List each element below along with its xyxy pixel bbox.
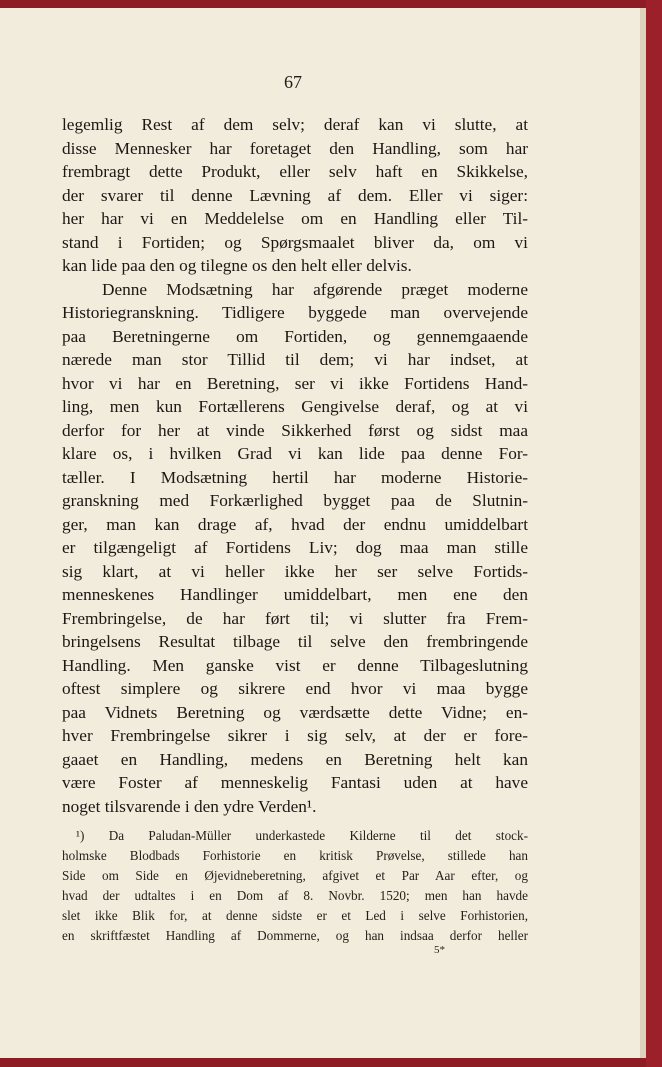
- body-line: bringelsens Resultat tilbage til selve den frembringende: [62, 632, 528, 651]
- body-line: ger, man kan drage af, hvad der endnu umiddelbart: [62, 514, 528, 534]
- body-line: Denne Modsætning har afgørende præget moderne: [102, 279, 528, 299]
- body-line: stand i Fortiden; og Spørgsmaalet bliver da, om vi: [62, 232, 528, 252]
- body-line: klare os, i hvilken Grad vi kan lide paa denne For-: [62, 444, 528, 463]
- page-number: 67: [284, 72, 302, 92]
- body-line: sig klart, at vi heller ikke her ser selve Fortids-: [62, 561, 528, 581]
- footnote: [62, 826, 528, 946]
- body-line: paa Beretningerne om Fortiden, og gennemgaaende: [62, 326, 528, 346]
- body-line: hvor vi har en Beretning, ser vi ikke Fortidens Hand-: [62, 373, 528, 393]
- body-line: kan lide paa den og tilegne os den helt eller delvis.: [62, 256, 412, 275]
- body-line: Handling. Men ganske vist er denne Tilbageslutning: [62, 655, 528, 675]
- body-line: her har vi en Meddelelse om en Handling eller Til-: [62, 209, 528, 228]
- signature-mark: 5*: [434, 944, 445, 956]
- body-line: ling, men kun Fortællerens Gengivelse deraf, og at vi: [62, 397, 528, 416]
- body-line: noget tilsvarende i den ydre Verden¹.: [62, 796, 317, 816]
- body-line: tæller. I Modsætning hertil har moderne Historie-: [62, 467, 528, 487]
- body-line: derfor for her at vinde Sikkerhed først og sidst maa: [62, 420, 528, 440]
- body-line: hver Frembringelse sikrer i sig selv, at der er fore-: [62, 726, 528, 745]
- body-line: er tilgængeligt af Fortidens Liv; dog maa man stille: [62, 538, 528, 557]
- body-line: gaaet en Handling, medens en Beretning helt kan: [62, 749, 528, 769]
- body-line: frembragt dette Produkt, eller selv haft en Skikkelse,: [62, 162, 528, 181]
- footnote-line: holmske Blodbads Forhistorie en kritisk Prøvelse, stillede han: [62, 848, 528, 863]
- footnote-line: ¹) Da Paludan-Müller underkastede Kilderne til det stock-: [76, 828, 528, 843]
- footnote-line: en skriftfæstet Handling af Dommerne, og han indsaa derfor heller: [62, 928, 528, 943]
- body-line: der svarer til denne Lævning af dem. Eller vi siger:: [62, 185, 528, 205]
- footnote-line: Side om Side en Øjevidneberetning, afgivet et Par Aar efter, og: [62, 868, 528, 883]
- footnote-line: slet ikke Blik for, at denne sidste er et Led i selve Forhistorien,: [62, 908, 528, 923]
- body-line: Historiegranskning. Tidligere byggede man overvejende: [62, 303, 528, 322]
- body-line: Frembringelse, de har ført til; vi slutter fra Frem-: [62, 608, 528, 628]
- body-line: nærede man stor Tillid til dem; vi har indset, at: [62, 350, 528, 369]
- body-line: oftest simplere og sikrere end hvor vi maa bygge: [62, 679, 528, 698]
- body-line: paa Vidnets Beretning og værdsætte dette Vidne; en-: [62, 702, 528, 722]
- body-text: [62, 113, 528, 818]
- body-line: menneskenes Handlinger umiddelbart, men ene den: [62, 585, 528, 604]
- body-line: disse Mennesker har foretaget den Handling, som har: [62, 138, 528, 158]
- body-line: legemlig Rest af dem selv; deraf kan vi slutte, at: [62, 115, 528, 134]
- book-cover-edge: [646, 0, 662, 1067]
- body-line: være Foster af menneskelig Fantasi uden at have: [62, 773, 528, 792]
- body-line: granskning med Forkærlighed bygget paa de Slutnin-: [62, 491, 528, 510]
- footnote-line: hvad der udtaltes i en Dom af 8. Novbr. 1520; men han havde: [62, 888, 528, 903]
